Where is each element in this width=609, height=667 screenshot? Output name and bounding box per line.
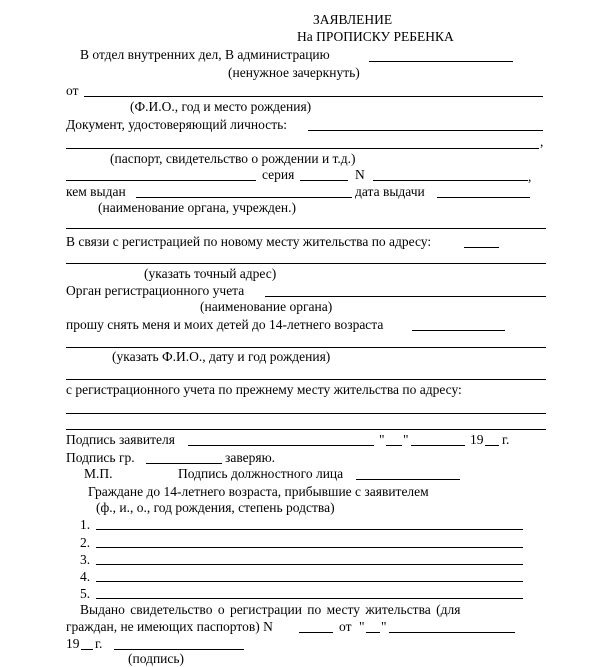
certificate-signature-line[interactable] <box>114 649 244 650</box>
minors-heading: Граждане до 14-летнего возраста, прибывшие с заявителем <box>88 484 429 499</box>
minor-row-line[interactable] <box>96 547 523 548</box>
issuer-hint: (наименование органа, учрежден.) <box>98 200 297 215</box>
id-document-line[interactable] <box>308 130 543 131</box>
day-line[interactable] <box>386 445 402 446</box>
id-document-label: Документ, удостоверяющий личность: <box>66 117 288 132</box>
issued-by-label: кем выдан <box>66 184 126 199</box>
children-hint: (указать Ф.И.О., дату и год рождения) <box>112 349 331 364</box>
applicant-signature-line[interactable] <box>188 445 374 446</box>
id-document-line-2[interactable] <box>66 148 539 149</box>
series-prefix-line[interactable] <box>66 180 256 181</box>
certify-label: заверяю. <box>225 450 276 465</box>
series-label: серия <box>262 167 295 182</box>
children-line-2[interactable] <box>66 379 546 380</box>
number-label: N <box>355 167 365 182</box>
issue-date-line[interactable] <box>437 197 530 198</box>
authority-hint: (наименование органа) <box>200 299 333 314</box>
series-line[interactable] <box>300 180 348 181</box>
certificate-text-1: Выдано свидетельство о регистрации по месту жительства (для <box>80 602 461 617</box>
minor-row-line[interactable] <box>96 529 523 530</box>
new-address-line[interactable] <box>464 247 499 248</box>
signature-hint: (подпись) <box>128 651 185 666</box>
children-line[interactable] <box>66 347 546 348</box>
minor-row-number: 2. <box>80 535 91 550</box>
certificate-number-line[interactable] <box>299 632 333 633</box>
certificate-year-suffix: г. <box>95 636 103 651</box>
official-signature-label: Подпись должностного лица <box>178 466 344 481</box>
minor-row-number: 1. <box>80 517 91 532</box>
minor-row-number: 5. <box>80 586 91 601</box>
minors-hint: (ф., и., о., год рождения, степень родства) <box>96 500 335 515</box>
issued-by-line[interactable] <box>136 197 352 198</box>
year-prefix: 19 <box>470 432 484 447</box>
from-line[interactable] <box>84 96 543 97</box>
comma: , <box>528 169 532 184</box>
previous-address-line[interactable] <box>66 413 546 414</box>
quote-close: " <box>403 432 409 447</box>
minor-row-number: 4. <box>80 569 91 584</box>
quote-open: " <box>359 619 365 634</box>
seal-label: М.П. <box>84 466 113 481</box>
minor-row-line[interactable] <box>96 581 523 582</box>
reg-authority-line[interactable] <box>265 296 546 297</box>
request-text: прошу снять меня и моих детей до 14-летнего возраста <box>66 317 384 332</box>
minor-row-number: 3. <box>80 552 91 567</box>
strike-note: (ненужное зачеркнуть) <box>228 65 360 80</box>
from-word: от <box>339 619 352 634</box>
official-signature-line[interactable] <box>356 479 460 480</box>
certificate-month-line[interactable] <box>389 632 515 633</box>
certificate-day-line[interactable] <box>366 632 380 633</box>
certificate-year-line[interactable] <box>81 649 93 650</box>
issuer-line-2[interactable] <box>66 228 546 229</box>
addressee-line[interactable] <box>369 61 513 62</box>
document-subtitle: На ПРОПИСКУ РЕБЕНКА <box>297 29 454 44</box>
reg-authority-label: Орган регистрационного учета <box>66 283 245 298</box>
previous-address-line-2[interactable] <box>66 429 546 430</box>
document-title: ЗАЯВЛЕНИЕ <box>313 12 393 27</box>
previous-address-label: с регистрационного учета по прежнему месту жительства по адресу: <box>66 382 462 397</box>
addressee-label: В отдел внутренних дел, В администрацию <box>80 47 330 62</box>
issue-date-label: дата выдачи <box>355 184 425 199</box>
year-suffix: г. <box>502 432 510 447</box>
number-line[interactable] <box>373 180 528 181</box>
comma: , <box>540 134 544 149</box>
new-address-label: В связи с регистрацией по новому месту жительства по адресу: <box>66 234 432 249</box>
address-hint: (указать точный адрес) <box>144 266 277 281</box>
request-line[interactable] <box>412 330 505 331</box>
minor-row-line[interactable] <box>96 598 523 599</box>
applicant-signature-label: Подпись заявителя <box>66 432 175 447</box>
certificate-text-2: граждан, не имеющих паспортов) N <box>66 619 273 634</box>
year-line[interactable] <box>485 445 499 446</box>
citizen-signature-line[interactable] <box>146 463 222 464</box>
id-document-hint: (паспорт, свидетельство о рождении и т.д.) <box>110 151 356 166</box>
citizen-signature-label: Подпись гр. <box>66 450 135 465</box>
minor-row-line[interactable] <box>96 564 523 565</box>
quote-open: " <box>379 432 385 447</box>
month-line[interactable] <box>411 445 465 446</box>
certificate-year-prefix: 19 <box>66 636 80 651</box>
new-address-line-2[interactable] <box>66 263 546 264</box>
quote-close: " <box>381 619 387 634</box>
fio-hint: (Ф.И.О., год и место рождения) <box>130 99 312 114</box>
from-label: от <box>66 83 79 98</box>
